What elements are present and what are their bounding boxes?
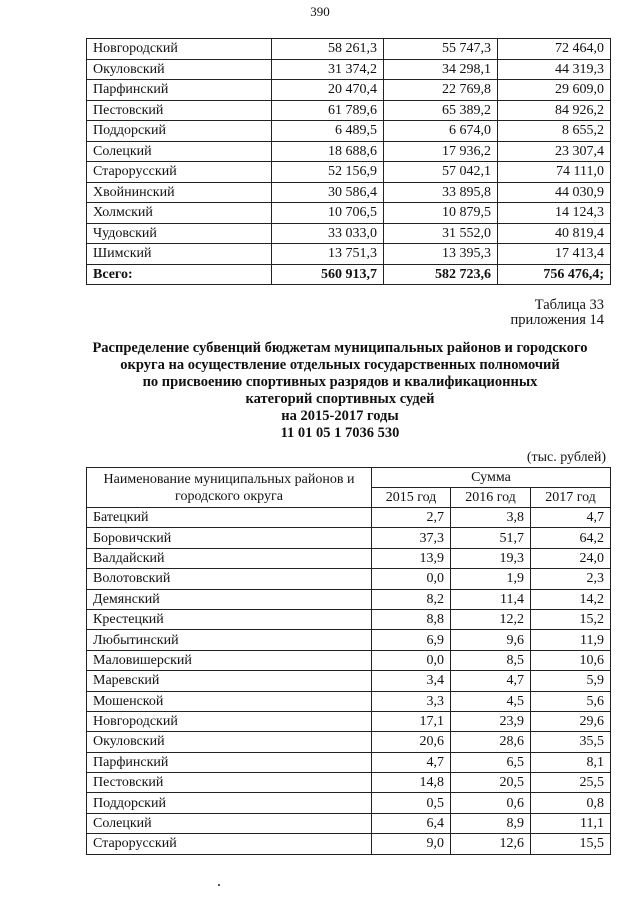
amount-cell: 4,7 (372, 752, 451, 772)
district-name-cell: Демянский (87, 589, 372, 609)
table-row (87, 100, 611, 121)
table-row (87, 732, 611, 752)
table-body (87, 508, 611, 855)
amount-cell: 55 747,3 (384, 39, 498, 60)
amount-cell: 23 307,4 (498, 141, 611, 162)
amount-cell: 61 789,6 (272, 100, 384, 121)
amount-cell: 30 586,4 (272, 182, 384, 203)
amount-cell: 12,6 (451, 834, 531, 854)
amount-cell: 11,4 (451, 589, 531, 609)
district-name-cell: Пестовский (87, 100, 272, 121)
table-number: Таблица 33 (534, 297, 604, 313)
amount-cell: 23,9 (451, 711, 531, 731)
district-name-cell: Старорусский (87, 162, 272, 183)
amount-cell: 4,7 (451, 671, 531, 691)
amount-cell: 20,5 (451, 773, 531, 793)
amount-cell: 51,7 (451, 528, 531, 548)
district-name-cell: Окуловский (87, 732, 372, 752)
table-row (87, 80, 611, 101)
district-name-cell: Пестовский (87, 773, 372, 793)
amount-cell: 13 751,3 (272, 244, 384, 265)
amount-cell: 6 489,5 (272, 121, 384, 142)
table-row (87, 39, 611, 60)
amount-cell: 33 895,8 (384, 182, 498, 203)
district-name-cell: Парфинский (87, 752, 372, 772)
amount-cell: 28,6 (451, 732, 531, 752)
title-line: округа на осуществление отдельных государственных полномочий (120, 357, 560, 373)
amount-cell: 9,6 (451, 630, 531, 650)
table-row (87, 59, 611, 80)
amount-cell: 13 395,3 (384, 244, 498, 265)
table-row (87, 609, 611, 629)
district-name-cell: Чудовский (87, 223, 272, 244)
amount-cell: 74 111,0 (498, 162, 611, 183)
title-line: по присвоению спортивных разрядов и квалификационных (142, 374, 538, 390)
table-row (87, 141, 611, 162)
district-name-cell: Волотовский (87, 569, 372, 589)
amount-cell: 15,5 (531, 834, 611, 854)
title-line: на 2015-2017 годы (281, 408, 399, 424)
amount-cell: 37,3 (372, 528, 451, 548)
table-body (87, 39, 611, 285)
amount-cell: 0,8 (531, 793, 611, 813)
amount-cell: 11,9 (531, 630, 611, 650)
amount-cell: 0,5 (372, 793, 451, 813)
amount-cell: 8,1 (531, 752, 611, 772)
district-name-cell: Боровичский (87, 528, 372, 548)
table-row (87, 711, 611, 731)
column-header-2015: 2015 год (372, 488, 451, 508)
district-name-cell: Валдайский (87, 548, 372, 568)
amount-cell: 34 298,1 (384, 59, 498, 80)
amount-cell: 0,6 (451, 793, 531, 813)
appendix-number: приложения 14 (510, 312, 604, 328)
scan-speck (218, 884, 220, 886)
amount-cell: 24,0 (531, 548, 611, 568)
units-label: (тыс. рублей) (526, 450, 606, 465)
district-name-cell: Батецкий (87, 508, 372, 528)
amount-cell: 6,5 (451, 752, 531, 772)
table-row (87, 793, 611, 813)
column-header-2016: 2016 год (451, 488, 531, 508)
table-row (87, 752, 611, 772)
amount-cell: 4,5 (451, 691, 531, 711)
amount-cell: 14,8 (372, 773, 451, 793)
table-row (87, 244, 611, 265)
district-name-cell: Маловишерский (87, 650, 372, 670)
total-amount-cell: 560 913,7 (272, 264, 384, 285)
amount-cell: 10 706,5 (272, 203, 384, 224)
amount-cell: 8,5 (451, 650, 531, 670)
amount-cell: 44 030,9 (498, 182, 611, 203)
amount-cell: 0,0 (372, 569, 451, 589)
amount-cell: 17,1 (372, 711, 451, 731)
amount-cell: 17 936,2 (384, 141, 498, 162)
total-amount-cell: 582 723,6 (384, 264, 498, 285)
amount-cell: 5,9 (531, 671, 611, 691)
district-name-cell: Поддорский (87, 793, 372, 813)
amount-cell: 14,2 (531, 589, 611, 609)
table-row (87, 121, 611, 142)
table-row (87, 508, 611, 528)
table-row (87, 650, 611, 670)
column-header-name: Наименование муниципальных районов и городского округа (87, 468, 372, 508)
amount-cell: 3,4 (372, 671, 451, 691)
title-line: категорий спортивных судей (245, 391, 435, 407)
amount-cell: 3,3 (372, 691, 451, 711)
table-row (87, 630, 611, 650)
table-row (87, 548, 611, 568)
amount-cell: 31 374,2 (272, 59, 384, 80)
district-name-cell: Поддорский (87, 121, 272, 142)
amount-cell: 20 470,4 (272, 80, 384, 101)
table-caption (511, 298, 604, 328)
district-name-cell: Солецкий (87, 141, 272, 162)
table-row (87, 773, 611, 793)
district-name-cell: Парфинский (87, 80, 272, 101)
table-title (60, 340, 620, 442)
amount-cell: 10 879,5 (384, 203, 498, 224)
amount-cell: 20,6 (372, 732, 451, 752)
amount-cell: 84 926,2 (498, 100, 611, 121)
amount-cell: 44 319,3 (498, 59, 611, 80)
amount-cell: 8,2 (372, 589, 451, 609)
amount-cell: 57 042,1 (384, 162, 498, 183)
amount-cell: 52 156,9 (272, 162, 384, 183)
amount-cell: 10,6 (531, 650, 611, 670)
subvention-table-continued (86, 38, 611, 285)
column-header-2017: 2017 год (531, 488, 611, 508)
district-name-cell: Новгородский (87, 711, 372, 731)
amount-cell: 4,7 (531, 508, 611, 528)
amount-cell: 19,3 (451, 548, 531, 568)
table-row (87, 691, 611, 711)
amount-cell: 2,7 (372, 508, 451, 528)
amount-cell: 29,6 (531, 711, 611, 731)
amount-cell: 13,9 (372, 548, 451, 568)
amount-cell: 40 819,4 (498, 223, 611, 244)
district-name-cell: Окуловский (87, 59, 272, 80)
amount-cell: 3,8 (451, 508, 531, 528)
table-row (87, 203, 611, 224)
district-name-cell: Холмский (87, 203, 272, 224)
page-number: 390 (310, 4, 330, 19)
amount-cell: 9,0 (372, 834, 451, 854)
amount-cell: 8,9 (451, 813, 531, 833)
sports-referee-subvention-table (86, 467, 611, 855)
amount-cell: 35,5 (531, 732, 611, 752)
amount-cell: 5,6 (531, 691, 611, 711)
table-row (87, 813, 611, 833)
table-row (87, 162, 611, 183)
district-name-cell: Шимский (87, 244, 272, 265)
total-amount-cell: 756 476,4; (498, 264, 611, 285)
amount-cell: 31 552,0 (384, 223, 498, 244)
amount-cell: 6 674,0 (384, 121, 498, 142)
amount-cell: 64,2 (531, 528, 611, 548)
amount-cell: 6,9 (372, 630, 451, 650)
district-name-cell: Новгородский (87, 39, 272, 60)
title-line: Распределение субвенций бюджетам муниципальных районов и городского (92, 340, 588, 356)
amount-cell: 33 033,0 (272, 223, 384, 244)
district-name-cell: Хвойнинский (87, 182, 272, 203)
table-row (87, 589, 611, 609)
total-label: Всего: (87, 264, 272, 285)
amount-cell: 12,2 (451, 609, 531, 629)
district-name-cell: Мошенской (87, 691, 372, 711)
district-name-cell: Крестецкий (87, 609, 372, 629)
amount-cell: 72 464,0 (498, 39, 611, 60)
table-row (87, 569, 611, 589)
district-name-cell: Любытинский (87, 630, 372, 650)
amount-cell: 0,0 (372, 650, 451, 670)
amount-cell: 15,2 (531, 609, 611, 629)
amount-cell: 11,1 (531, 813, 611, 833)
table-row (87, 528, 611, 548)
amount-cell: 29 609,0 (498, 80, 611, 101)
amount-cell: 25,5 (531, 773, 611, 793)
amount-cell: 14 124,3 (498, 203, 611, 224)
amount-cell: 8,8 (372, 609, 451, 629)
table-row (87, 223, 611, 244)
table-row (87, 834, 611, 854)
amount-cell: 65 389,2 (384, 100, 498, 121)
amount-cell: 2,3 (531, 569, 611, 589)
amount-cell: 1,9 (451, 569, 531, 589)
district-name-cell: Солецкий (87, 813, 372, 833)
amount-cell: 22 769,8 (384, 80, 498, 101)
amount-cell: 58 261,3 (272, 39, 384, 60)
table-row (87, 182, 611, 203)
district-name-cell: Старорусский (87, 834, 372, 854)
table-row (87, 671, 611, 691)
total-row (87, 264, 611, 285)
amount-cell: 17 413,4 (498, 244, 611, 265)
amount-cell: 6,4 (372, 813, 451, 833)
column-header-sum: Сумма (372, 468, 611, 488)
amount-cell: 18 688,6 (272, 141, 384, 162)
district-name-cell: Маревский (87, 671, 372, 691)
budget-code: 11 01 05 1 7036 530 (280, 425, 400, 441)
amount-cell: 8 655,2 (498, 121, 611, 142)
